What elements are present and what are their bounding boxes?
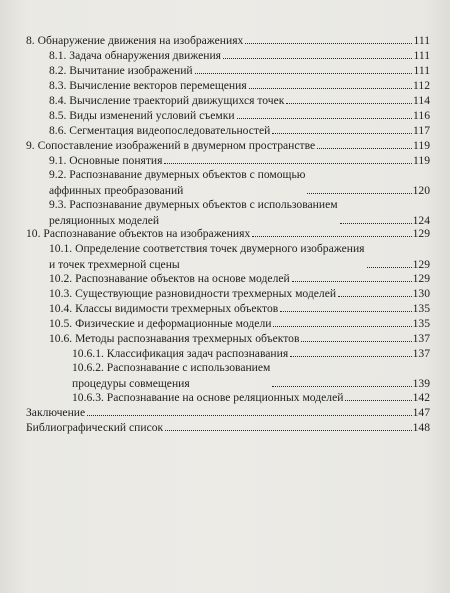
toc-entry-page: 147 <box>412 406 430 419</box>
toc-entry-title: 9.1. Основные понятия <box>49 154 163 167</box>
toc-entry-page: 129 <box>412 258 430 271</box>
toc-entry-title-line: и точек трехмерной сцены <box>49 258 180 271</box>
toc-entry-page: 111 <box>413 34 430 47</box>
toc-entry-page: 117 <box>413 124 430 137</box>
dot-leader <box>345 399 411 401</box>
toc-entry-title-line: 10.1. Определение соответствия точек двумерного изображения <box>49 242 365 255</box>
toc-entry-page: 139 <box>412 377 430 390</box>
toc-entry <box>49 287 430 300</box>
dot-leader <box>338 295 412 297</box>
toc-entry-title: Библиографический список <box>26 421 164 434</box>
dot-leader <box>280 310 411 312</box>
dot-leader <box>252 235 411 237</box>
toc-entry-page: 120 <box>412 184 430 197</box>
toc-entry-title: 8.3. Вычисление векторов перемещения <box>49 79 247 92</box>
toc-entry-title: 10.6. Методы распознавания трехмерных объектов <box>49 332 300 345</box>
toc-entry-title <box>49 168 305 197</box>
toc-entry-title: 8.2. Вычитание изображений <box>49 64 193 77</box>
toc-entry <box>49 94 430 107</box>
toc-entry-title-line: 9.3. Распознавание двумерных объектов с использованием <box>49 198 338 211</box>
dot-leader <box>340 222 412 224</box>
toc-entry-title: 8.1. Задача обнаружения движения <box>49 49 221 62</box>
toc-entry <box>26 421 430 434</box>
toc-entry <box>49 168 430 197</box>
dot-leader <box>286 102 412 104</box>
dot-leader <box>290 355 411 357</box>
toc-entry-title: Заключение <box>26 406 86 419</box>
toc-entry-page: 111 <box>413 64 430 77</box>
toc-entry-page: 112 <box>413 79 430 92</box>
toc-entry <box>26 34 430 47</box>
dot-leader <box>87 414 411 416</box>
toc-entry-page: 135 <box>412 317 430 330</box>
toc-entry-title: 8.5. Виды изменений условий съемки <box>49 109 235 122</box>
toc-entry-page: 111 <box>413 49 430 62</box>
toc-entry <box>72 391 430 404</box>
dot-leader <box>292 280 412 282</box>
dot-leader <box>237 117 412 119</box>
toc-entry-page: 137 <box>412 347 430 360</box>
toc-entry <box>49 332 430 345</box>
dot-leader <box>317 147 412 149</box>
dot-leader <box>272 132 412 134</box>
toc-entry <box>49 64 430 77</box>
toc-entry <box>49 79 430 92</box>
toc-entry-title-line: аффинных преобразований <box>49 184 184 197</box>
dot-leader <box>367 266 412 268</box>
toc-entry <box>49 109 430 122</box>
dot-leader <box>272 385 411 387</box>
toc-entry-page: 124 <box>412 214 430 227</box>
toc-entry-title: 10.5. Физические и деформационные модели <box>49 317 272 330</box>
toc-entry-title-line: реляционных моделей <box>49 214 160 227</box>
toc-entry-title-line: процедуры совмещения <box>72 377 190 390</box>
toc-entry <box>49 154 430 167</box>
toc-entry-page: 119 <box>413 139 430 152</box>
toc-entry <box>72 347 430 360</box>
toc-entry-title: 8. Обнаружение движения на изображениях <box>26 34 244 47</box>
toc-entry-page: 142 <box>412 391 430 404</box>
dot-leader <box>249 87 412 89</box>
toc-entry <box>49 124 430 137</box>
toc-entry <box>49 317 430 330</box>
toc-entry-title: 10.6.3. Распознавание на основе реляционных моделей <box>72 391 344 404</box>
toc-entry-page: 129 <box>412 272 430 285</box>
toc-entry-title-line: 9.2. Распознавание двумерных объектов с помощью <box>49 168 306 181</box>
toc-entry-page: 137 <box>412 332 430 345</box>
toc-entry <box>26 406 430 419</box>
toc-entry-title: 8.6. Сегментация видеопоследовательностей <box>49 124 271 137</box>
toc-entry-title: 10.4. Классы видимости трехмерных объектов <box>49 302 279 315</box>
toc-entry-page: 135 <box>412 302 430 315</box>
toc-entry <box>49 198 430 227</box>
dot-leader <box>273 325 411 327</box>
dot-leader <box>195 72 413 74</box>
dot-leader <box>245 42 412 44</box>
toc-entry <box>26 139 430 152</box>
dot-leader <box>164 162 412 164</box>
toc-entry-title: 10.2. Распознавание объектов на основе моделей <box>49 272 290 285</box>
toc-entry-page: 119 <box>413 154 430 167</box>
toc-entry <box>49 272 430 285</box>
toc-entry-page: 129 <box>412 227 430 240</box>
toc-entry <box>49 242 430 271</box>
toc-entry <box>49 302 430 315</box>
toc-entry-title: 10.3. Существующие разновидности трехмерных моделей <box>49 287 337 300</box>
toc-entry-page: 114 <box>413 94 430 107</box>
toc-entry-page: 116 <box>413 109 430 122</box>
toc-entry-page: 130 <box>412 287 430 300</box>
dot-leader <box>165 429 411 431</box>
toc-entry-title: 8.4. Вычисление траекторий движущихся точек <box>49 94 285 107</box>
toc-entry-page: 148 <box>412 421 430 434</box>
toc-entry <box>26 227 430 240</box>
dot-leader <box>301 340 411 342</box>
toc-entry-title: 10. Распознавание объектов на изображениях <box>26 227 251 240</box>
toc-entry-title-line: 10.6.2. Распознавание с использованием <box>72 361 271 374</box>
toc-entry <box>49 49 430 62</box>
toc-entry-title: 9. Сопоставление изображений в двумерном пространстве <box>26 139 316 152</box>
toc-entry-title <box>49 242 365 271</box>
toc-entry-title <box>72 361 270 390</box>
dot-leader <box>307 192 411 194</box>
toc-entry <box>72 361 430 390</box>
dot-leader <box>223 57 412 59</box>
toc-entry-title: 10.6.1. Классификация задач распознавания <box>72 347 289 360</box>
toc-entry-title <box>49 198 338 227</box>
